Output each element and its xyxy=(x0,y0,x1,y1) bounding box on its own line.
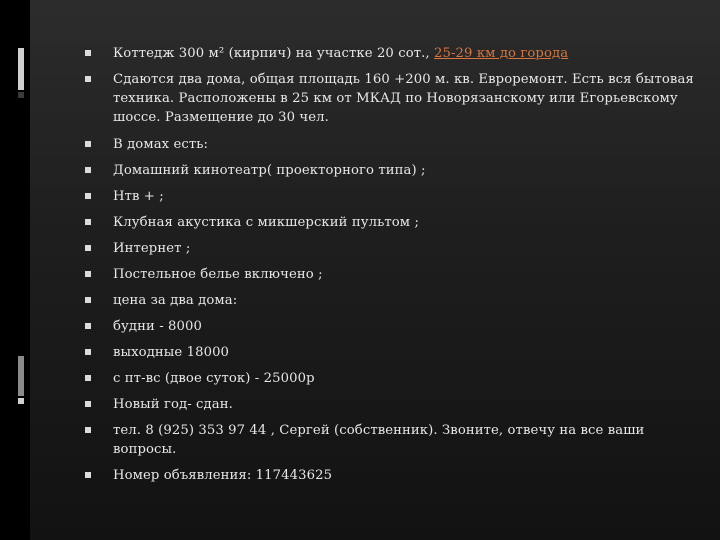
bullet-square-icon xyxy=(85,76,91,82)
bullet-text: цена за два дома: xyxy=(113,293,238,308)
bullet-item xyxy=(82,343,702,362)
bullet-text: Новый год- сдан. xyxy=(113,397,233,412)
bullet-square-icon xyxy=(85,297,91,303)
bullet-item xyxy=(82,395,702,414)
bullet-item xyxy=(82,265,702,284)
bullet-text: Клубная акустика с микшерский пультом ; xyxy=(113,215,419,230)
bullet-text: тел. 8 (925) 353 97 44 , Сергей (собственник). Звоните, отвечу на все ваши вопросы. xyxy=(113,423,645,457)
bullet-square-icon xyxy=(85,472,91,478)
bullet-text: Постельное белье включено ; xyxy=(113,267,323,282)
bullet-text: Номер объявления: 117443625 xyxy=(113,468,333,483)
bullet-item xyxy=(82,421,702,459)
bullet-item xyxy=(82,369,702,388)
bullet-text: Домашний кинотеатр( проекторного типа) ; xyxy=(113,163,426,178)
bullet-item xyxy=(82,239,702,258)
bullet-text: выходные 18000 xyxy=(113,345,230,360)
bullet-item xyxy=(82,135,702,154)
bullet-square-icon xyxy=(85,50,91,56)
deco-bar xyxy=(18,92,24,98)
bullet-square-icon xyxy=(85,323,91,329)
distance-link[interactable]: 25-29 км до города xyxy=(434,46,569,61)
bullet-square-icon xyxy=(85,427,91,433)
bullet-item xyxy=(82,161,702,180)
bullet-square-icon xyxy=(85,193,91,199)
bullet-square-icon xyxy=(85,245,91,251)
bullet-text: будни - 8000 xyxy=(113,319,202,334)
bullet-item xyxy=(82,213,702,232)
bullet-item xyxy=(82,44,702,63)
bullet-item xyxy=(82,70,702,127)
bullet-text: Сдаются два дома, общая площадь 160 +200 м. кв. Евроремонт. Есть вся бытовая техника. Расположены в 25 км от МКАД по Новорязанскому или Егорьевскому шоссе. Размещение до 30 чел. xyxy=(113,72,694,125)
bullet-square-icon xyxy=(85,167,91,173)
bullet-text: Нтв + ; xyxy=(113,189,164,204)
bullet-square-icon xyxy=(85,271,91,277)
bullet-text: с пт-вс (двое суток) - 25000р xyxy=(113,371,315,386)
bullet-item xyxy=(82,291,702,310)
bullet-item xyxy=(82,187,702,206)
bullet-item xyxy=(82,466,702,485)
deco-bar xyxy=(18,356,24,396)
deco-bar xyxy=(18,398,24,404)
bullet-square-icon xyxy=(85,141,91,147)
bullet-item xyxy=(82,317,702,336)
bullet-square-icon xyxy=(85,375,91,381)
bullet-square-icon xyxy=(85,401,91,407)
bullet-text: В домах есть: xyxy=(113,137,209,152)
bullet-list xyxy=(82,44,702,485)
bullet-square-icon xyxy=(85,349,91,355)
bullet-text: Интернет ; xyxy=(113,241,191,256)
deco-bar xyxy=(18,48,24,90)
bullet-text: Коттедж 300 м² (кирпич) на участке 20 сот., xyxy=(113,46,435,61)
bullet-square-icon xyxy=(85,219,91,225)
slide-decoration xyxy=(0,0,30,540)
